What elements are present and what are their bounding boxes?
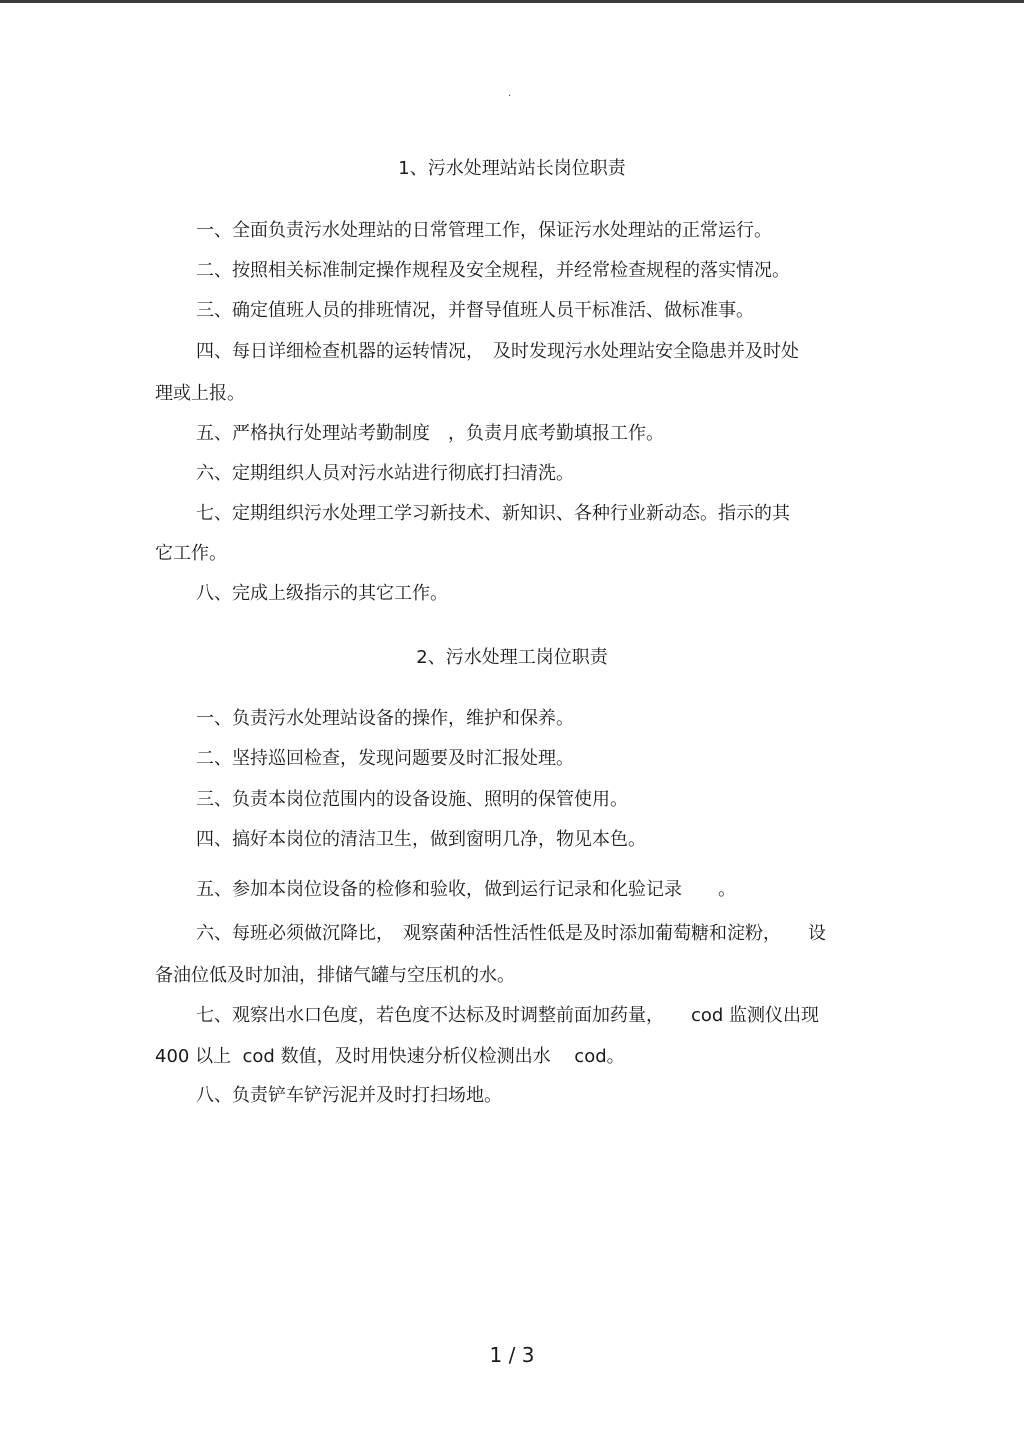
section-1-line-6: 六、定期组织人员对污水站进行彻底打扫清洗。: [196, 463, 574, 484]
section-2-line-7-cont: 400 以上 cod 数值，及时用快速分析仪检测出水 cod。: [155, 1046, 625, 1067]
section-2-line-1: 一、负责污水处理站设备的操作，维护和保养。: [196, 708, 574, 729]
header-dot: .: [508, 88, 512, 99]
section-1-line-1: 一、全面负责污水处理站的日常管理工作，保证污水处理站的正常运行。: [196, 220, 772, 241]
section-2-line-5: 五、参加本岗位设备的检修和验收，做到运行记录和化验记录 。: [196, 879, 736, 900]
section-2-line-7: 七、观察出水口色度，若色度不达标及时调整前面加药量， cod 监测仪出现: [196, 1005, 820, 1026]
section-2-line-6-cont: 备油位低及时加油，排储气罐与空压机的水。: [155, 965, 515, 986]
section-1-line-4: 四、每日详细检查机器的运转情况， 及时发现污水处理站安全隐患并及时处: [196, 341, 799, 362]
section-2-title: 2、污水处理工岗位职责: [416, 647, 608, 668]
section-1-line-8: 八、完成上级指示的其它工作。: [196, 583, 448, 604]
section-1-title: 1、污水处理站站长岗位职责: [398, 158, 626, 179]
section-2-line-2: 二、坚持巡回检查，发现问题要及时汇报处理。: [196, 748, 574, 769]
section-1-line-3: 三、确定值班人员的排班情况，并督导值班人员干标准活、做标准事。: [196, 300, 754, 321]
section-1-line-7-cont: 它工作。: [155, 543, 227, 564]
section-1-line-4-cont: 理或上报。: [155, 383, 245, 404]
section-1-line-2: 二、按照相关标准制定操作规程及安全规程，并经常检查规程的落实情况。: [196, 260, 790, 281]
section-2-line-3: 三、负责本岗位范围内的设备设施、照明的保管使用。: [196, 789, 628, 810]
section-1-line-5: 五、严格执行处理站考勤制度 ，负责月底考勤填报工作。: [196, 423, 664, 444]
section-1-line-7: 七、定期组织污水处理工学习新技术、新知识、各种行业新动态。指示的其: [196, 503, 790, 524]
section-2-line-6: 六、每班必须做沉降比， 观察菌种活性活性低是及时添加葡萄糖和淀粉， 设: [196, 923, 826, 944]
top-rule: [0, 0, 1024, 3]
page-number: 1 / 3: [489, 1343, 535, 1367]
section-2-line-4: 四、搞好本岗位的清洁卫生，做到窗明几净，物见本色。: [196, 829, 646, 850]
section-2-line-8: 八、负责铲车铲污泥并及时打扫场地。: [196, 1085, 502, 1106]
